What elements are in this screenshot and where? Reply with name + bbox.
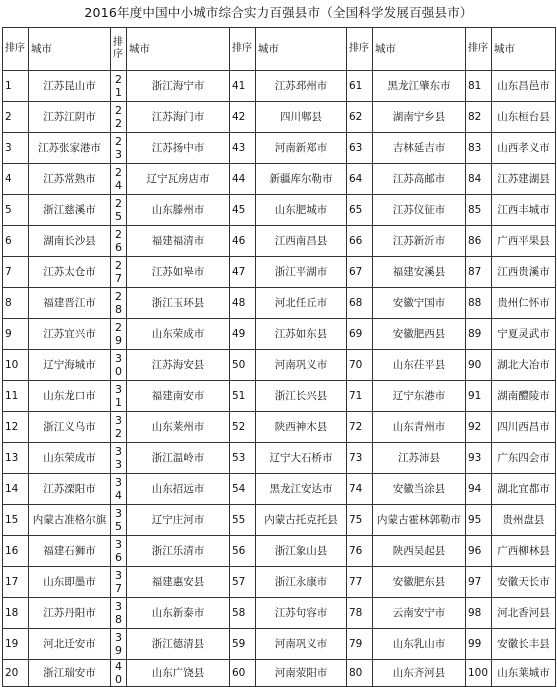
city-cell: 江苏丹阳市 [29,598,111,629]
city-cell: 四川郫县 [256,102,347,133]
header-rank: 排序 [347,28,373,71]
city-cell: 贵州仁怀市 [492,288,556,319]
rank-cell: 99 [466,629,492,660]
table-row [3,257,556,288]
rank-cell: 79 [347,629,373,660]
rank-cell: 9 [3,319,29,350]
header-city: 城市 [256,28,347,71]
rank-cell: 13 [3,443,29,474]
rank-cell: 63 [347,133,373,164]
rank-cell: 56 [230,536,256,567]
city-cell: 安徽肥西县 [373,319,466,350]
rank-cell: 45 [230,195,256,226]
rank-cell: 47 [230,257,256,288]
rank-cell: 2 2 [111,102,127,133]
rank-cell: 2 8 [111,288,127,319]
rank-cell: 52 [230,412,256,443]
city-cell: 河北迁安市 [29,629,111,660]
city-cell: 江苏邳州市 [256,71,347,102]
rank-cell: 49 [230,319,256,350]
rank-cell: 18 [3,598,29,629]
rank-cell: 92 [466,412,492,443]
rank-cell: 7 [3,257,29,288]
rank-cell: 83 [466,133,492,164]
city-cell: 黑龙江安达市 [256,474,347,505]
city-cell: 湖南宁乡县 [373,102,466,133]
rank-cell: 53 [230,443,256,474]
rank-cell: 3 4 [111,474,127,505]
rank-cell: 2 6 [111,226,127,257]
city-cell: 宁夏灵武市 [492,319,556,350]
city-cell: 山东滕州市 [127,195,230,226]
city-cell: 安徽当涂县 [373,474,466,505]
rank-cell: 90 [466,350,492,381]
rank-cell: 46 [230,226,256,257]
rank-cell: 57 [230,567,256,598]
header-city: 城市 [492,28,556,71]
rank-cell: 69 [347,319,373,350]
city-cell: 福建惠安县 [127,567,230,598]
header-city: 城市 [373,28,466,71]
city-cell: 浙江平湖市 [256,257,347,288]
city-cell: 福建安溪县 [373,257,466,288]
city-cell: 四川西昌市 [492,412,556,443]
header-rank: 排序 [466,28,492,71]
city-cell: 陕西神木县 [256,412,347,443]
rank-cell: 51 [230,381,256,412]
rank-cell: 70 [347,350,373,381]
rank-cell: 2 4 [111,164,127,195]
header-row [3,28,556,71]
city-cell: 江苏溧阳市 [29,474,111,505]
rank-cell: 41 [230,71,256,102]
city-cell: 辽宁东港市 [373,381,466,412]
rank-cell: 95 [466,505,492,536]
rank-cell: 15 [3,505,29,536]
city-cell: 云南安宁市 [373,598,466,629]
table-row [3,567,556,598]
city-cell: 陕西吴起县 [373,536,466,567]
rank-cell: 66 [347,226,373,257]
city-cell: 浙江长兴县 [256,381,347,412]
table-row [3,164,556,195]
rank-cell: 42 [230,102,256,133]
city-cell: 浙江玉环县 [127,288,230,319]
city-cell: 山东龙口市 [29,381,111,412]
city-cell: 浙江乐清市 [127,536,230,567]
city-cell: 山东莱州市 [127,412,230,443]
city-cell: 江苏新沂市 [373,226,466,257]
rank-cell: 12 [3,412,29,443]
rank-cell: 97 [466,567,492,598]
city-cell: 福建晋江市 [29,288,111,319]
city-cell: 辽宁庄河市 [127,505,230,536]
city-cell: 山东广饶县 [127,660,230,687]
rank-cell: 84 [466,164,492,195]
city-cell: 湖北大冶市 [492,350,556,381]
city-cell: 山东新泰市 [127,598,230,629]
rank-cell: 14 [3,474,29,505]
rank-cell: 55 [230,505,256,536]
city-cell: 安徽宁国市 [373,288,466,319]
rank-cell: 3 7 [111,567,127,598]
table-row [3,660,556,687]
rank-cell: 2 [3,102,29,133]
city-cell: 内蒙古准格尔旗 [29,505,111,536]
city-cell: 江西南昌县 [256,226,347,257]
table-row [3,195,556,226]
city-cell: 江苏沛县 [373,443,466,474]
rank-cell: 11 [3,381,29,412]
table-row [3,288,556,319]
rank-cell: 2 1 [111,71,127,102]
rank-cell: 78 [347,598,373,629]
rank-cell: 3 5 [111,505,127,536]
rank-cell: 64 [347,164,373,195]
city-cell: 江苏张家港市 [29,133,111,164]
header-rank: 排序 [3,28,29,71]
rank-cell: 61 [347,71,373,102]
city-cell: 山东青州市 [373,412,466,443]
city-cell: 新疆库尔勒市 [256,164,347,195]
table-row [3,226,556,257]
city-cell: 山东茌平县 [373,350,466,381]
rank-cell: 77 [347,567,373,598]
table-row [3,474,556,505]
city-cell: 江苏海安县 [127,350,230,381]
rank-cell: 2 7 [111,257,127,288]
city-cell: 江苏宜兴市 [29,319,111,350]
city-cell: 山东招远市 [127,474,230,505]
city-cell: 山东即墨市 [29,567,111,598]
header-rank: 排序 [230,28,256,71]
rank-cell: 93 [466,443,492,474]
city-cell: 山东莱城市 [492,660,556,687]
city-cell: 辽宁大石桥市 [256,443,347,474]
city-cell: 广西平果县 [492,226,556,257]
table-title: 2016年度中国中小城市综合实力百强县市（全国科学发展百强县市） [84,5,473,20]
table-row [3,443,556,474]
header-city: 城市 [29,28,111,71]
city-cell: 江苏如东县 [256,319,347,350]
table-row [3,102,556,133]
ranking-table [2,27,556,687]
rank-cell: 98 [466,598,492,629]
rank-cell: 91 [466,381,492,412]
table-row [3,71,556,102]
city-cell: 江苏海门市 [127,102,230,133]
city-cell: 江苏扬中市 [127,133,230,164]
city-cell: 江西贵溪市 [492,257,556,288]
rank-cell: 62 [347,102,373,133]
city-cell: 江西丰城市 [492,195,556,226]
rank-cell: 3 1 [111,381,127,412]
city-cell: 江苏常熟市 [29,164,111,195]
city-cell: 安徽肥东县 [373,567,466,598]
rank-cell: 10 [3,350,29,381]
rank-cell: 44 [230,164,256,195]
rank-cell: 82 [466,102,492,133]
city-cell: 江苏昆山市 [29,71,111,102]
table-row [3,629,556,660]
rank-cell: 19 [3,629,29,660]
rank-cell: 67 [347,257,373,288]
rank-cell: 8 [3,288,29,319]
city-cell: 山东荣成市 [29,443,111,474]
rank-cell: 74 [347,474,373,505]
city-cell: 浙江慈溪市 [29,195,111,226]
rank-cell: 2 5 [111,195,127,226]
rank-cell: 3 9 [111,629,127,660]
rank-cell: 3 8 [111,598,127,629]
city-cell: 河北香河县 [492,598,556,629]
city-cell: 安徽天长市 [492,567,556,598]
city-cell: 广西柳林县 [492,536,556,567]
rank-cell: 100 [466,660,492,687]
rank-cell: 76 [347,536,373,567]
rank-cell: 58 [230,598,256,629]
city-cell: 浙江永康市 [256,567,347,598]
city-cell: 山东桓台县 [492,102,556,133]
rank-cell: 16 [3,536,29,567]
rank-cell: 59 [230,629,256,660]
city-cell: 吉林延吉市 [373,133,466,164]
rank-cell: 3 0 [111,350,127,381]
rank-cell: 2 3 [111,133,127,164]
rank-cell: 96 [466,536,492,567]
rank-cell: 48 [230,288,256,319]
rank-cell: 43 [230,133,256,164]
rank-cell: 80 [347,660,373,687]
city-cell: 浙江德清县 [127,629,230,660]
city-cell: 浙江义乌市 [29,412,111,443]
city-cell: 福建福清市 [127,226,230,257]
table-body [3,71,556,687]
city-cell: 内蒙古托克托县 [256,505,347,536]
rank-cell: 86 [466,226,492,257]
table-row [3,536,556,567]
rank-cell: 88 [466,288,492,319]
city-cell: 江苏仪征市 [373,195,466,226]
city-cell: 辽宁海城市 [29,350,111,381]
city-cell: 河南巩义市 [256,629,347,660]
city-cell: 江苏建湖县 [492,164,556,195]
city-cell: 黑龙江肇东市 [373,71,466,102]
city-cell: 河南荥阳市 [256,660,347,687]
table-row [3,350,556,381]
rank-cell: 81 [466,71,492,102]
rank-cell: 60 [230,660,256,687]
table-row [3,598,556,629]
rank-cell: 68 [347,288,373,319]
city-cell: 江苏如皋市 [127,257,230,288]
header-rank: 排序 [111,28,127,71]
city-cell: 河南新郑市 [256,133,347,164]
rank-cell: 65 [347,195,373,226]
city-cell: 内蒙古霍林郭勒市 [373,505,466,536]
city-cell: 河南巩义市 [256,350,347,381]
rank-cell: 50 [230,350,256,381]
rank-cell: 94 [466,474,492,505]
city-cell: 河北任丘市 [256,288,347,319]
rank-cell: 89 [466,319,492,350]
table-row [3,381,556,412]
city-cell: 江苏太仓市 [29,257,111,288]
city-cell: 广东四会市 [492,443,556,474]
city-cell: 福建南安市 [127,381,230,412]
table-row [3,412,556,443]
rank-cell: 54 [230,474,256,505]
table-row [3,505,556,536]
city-cell: 山东齐河县 [373,660,466,687]
city-cell: 江苏句容市 [256,598,347,629]
city-cell: 湖南长沙县 [29,226,111,257]
rank-cell: 85 [466,195,492,226]
rank-cell: 4 [3,164,29,195]
city-cell: 山东昌邑市 [492,71,556,102]
city-cell: 贵州盘县 [492,505,556,536]
city-cell: 江苏江阴市 [29,102,111,133]
city-cell: 浙江温岭市 [127,443,230,474]
city-cell: 山东肥城市 [256,195,347,226]
rank-cell: 20 [3,660,29,687]
rank-cell: 17 [3,567,29,598]
table-row [3,319,556,350]
city-cell: 浙江海宁市 [127,71,230,102]
rank-cell: 1 [3,71,29,102]
rank-cell: 4 0 [111,660,127,687]
city-cell: 江苏高邮市 [373,164,466,195]
rank-cell: 3 2 [111,412,127,443]
rank-cell: 2 9 [111,319,127,350]
table-row [3,133,556,164]
rank-cell: 73 [347,443,373,474]
rank-cell: 75 [347,505,373,536]
city-cell: 山东乳山市 [373,629,466,660]
rank-cell: 3 [3,133,29,164]
city-cell: 辽宁瓦房店市 [127,164,230,195]
rank-cell: 6 [3,226,29,257]
city-cell: 浙江瑞安市 [29,660,111,687]
city-cell: 浙江象山县 [256,536,347,567]
city-cell: 山东荣成市 [127,319,230,350]
header-city: 城市 [127,28,230,71]
city-cell: 福建石狮市 [29,536,111,567]
city-cell: 湖北宜都市 [492,474,556,505]
rank-cell: 5 [3,195,29,226]
city-cell: 安徽长丰县 [492,629,556,660]
rank-cell: 3 3 [111,443,127,474]
city-cell: 山西孝义市 [492,133,556,164]
rank-cell: 3 6 [111,536,127,567]
rank-cell: 87 [466,257,492,288]
city-cell: 湖南醴陵市 [492,381,556,412]
rank-cell: 71 [347,381,373,412]
rank-cell: 72 [347,412,373,443]
